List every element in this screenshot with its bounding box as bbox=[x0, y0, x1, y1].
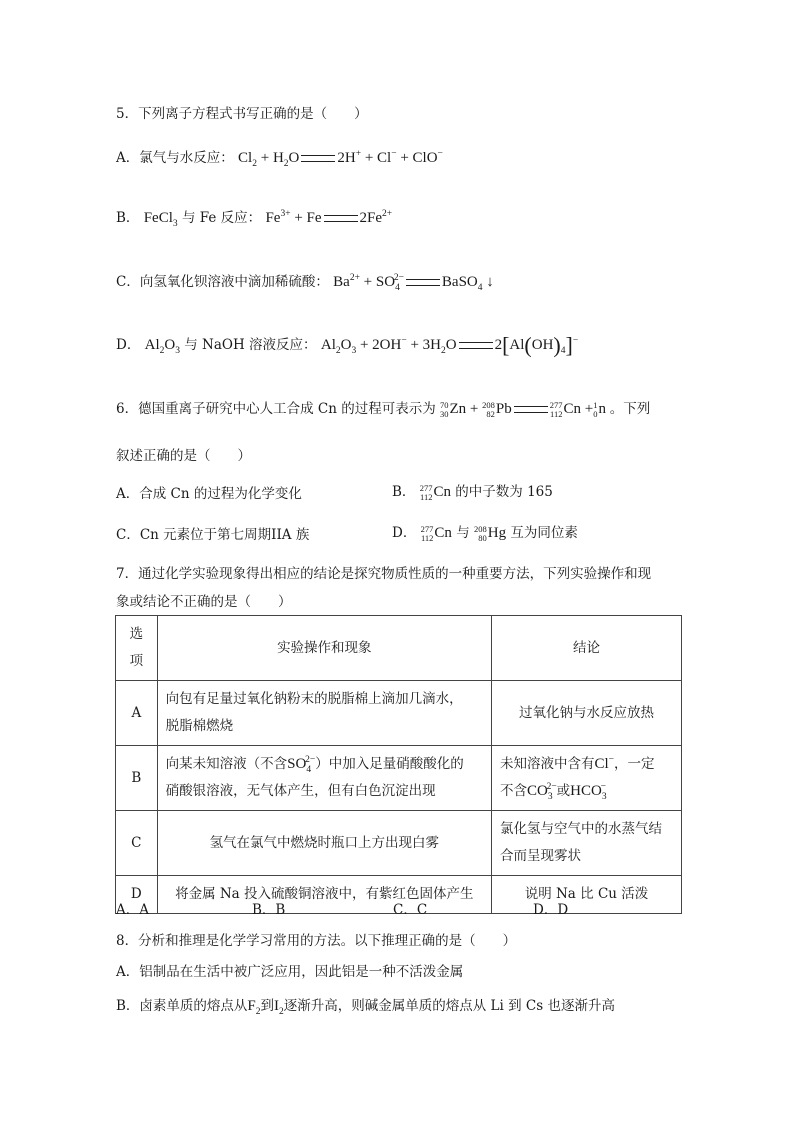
q5-b-text: 与 Fe 反应： bbox=[181, 210, 262, 226]
q5-a-equation: $Cl_2 + H_2O$ 2H+ + Cl− + ClO− bbox=[238, 149, 443, 169]
q6-option-a: A．合成 Cn 的过程为化学变化 bbox=[116, 486, 302, 502]
q8-option-b: B．卤素单质的熔点从$F_2$到$I_2$逐渐升高，则碱金属单质的熔点从 Li 到 Cs 也逐渐升高 bbox=[116, 998, 615, 1017]
q7-choice-c: C．C bbox=[393, 902, 428, 918]
q7-stem-line2: 象或结论不正确的是（ ） bbox=[116, 594, 292, 610]
q5-c-equation: $Ba^{2+} + SO_4^{2-}$ BaSO$_4$ ↓ bbox=[333, 273, 494, 293]
q8-stem: 8．分析和推理是化学学习常用的方法。以下推理正确的是（ ） bbox=[116, 933, 517, 949]
q5-a-label: A．氯气与水反应： bbox=[116, 150, 234, 166]
q6-option-d: D． 277 112 Cn 与 208 80 Hg 互为同位素 bbox=[392, 523, 578, 543]
q5-stem: 5．下列离子方程式书写正确的是（ ） bbox=[116, 106, 368, 122]
q5-b-label: B． bbox=[116, 210, 140, 226]
table-row: B 向某未知溶液（不含$SO_4^{2-}$）中加入足量硝酸酸化的 硝酸银溶液，无气体产生，但有白色沉淀出现 未知溶液中含有Cl−，一定 不含$CO_3^{2-}$或$HCO_3^-$ bbox=[116, 746, 682, 811]
experiment-table bbox=[115, 615, 682, 914]
q5-d-label: D． bbox=[116, 337, 141, 353]
q6-option-c: C．Cn 元素位于第七周期IIA 族 bbox=[116, 527, 310, 543]
table-header-row bbox=[116, 616, 682, 681]
q7-choice-a: A．A bbox=[116, 902, 149, 918]
q5-b-formula: FeCl$_3$ bbox=[143, 210, 178, 229]
q7-choice-d: D．D bbox=[533, 902, 569, 918]
q6-nuclear-equation: 70 30 Zn + 208 82 Pb 277 112 Cn + 1 0 n bbox=[440, 399, 606, 419]
q6-stem-line2: 叙述正确的是（ ） bbox=[116, 448, 251, 464]
q8-option-a: A．铝制品在生活中被广泛应用，因此铝是一种不活泼金属 bbox=[116, 964, 464, 980]
table-row: D 将金属 Na 投入硫酸铜溶液中，有紫红色固体产生 说明 Na 比 Cu 活泼 bbox=[116, 876, 682, 914]
q5-c-label: C．向氢氧化钡溶液中滴加稀硫酸： bbox=[116, 274, 329, 290]
q5-option-c bbox=[116, 270, 494, 291]
q5-b-equation: $Fe^{3+} + Fe$ $2Fe^{2+}$ bbox=[265, 209, 393, 226]
header-option: 选项 bbox=[116, 616, 158, 681]
table-row: C 氢气在氯气中燃烧时瓶口上方出现白雾 氯化氢与空气中的水蒸气结 合而呈现雾状 bbox=[116, 811, 682, 876]
header-experiment: 实验操作和现象 bbox=[157, 616, 491, 681]
q5-option-b bbox=[116, 206, 392, 227]
q7-choice-b: B．B bbox=[252, 902, 286, 918]
table-row: A 向包有足量过氧化钠粉末的脱脂棉上滴加几滴水， 脱脂棉燃烧 过氧化钠与水反应放热 bbox=[116, 681, 682, 746]
header-conclusion: 结论 bbox=[491, 616, 681, 681]
q7-stem: 7．通过化学实验现象得出相应的结论是探究物质性质的一种重要方法，下列实验操作和现 bbox=[116, 566, 652, 582]
q5-d-text: 与 NaOH 溶液反应： bbox=[184, 337, 317, 353]
q5-d-formula: $Al_2O_3$ bbox=[144, 337, 180, 356]
q5-option-d bbox=[116, 332, 579, 358]
q5-option-a bbox=[116, 146, 443, 167]
q6-option-b: B． 277 112 Cn 的中子数为 165 bbox=[392, 482, 553, 502]
q5-d-equation: $Al_2O_3 + 2OH^- + 3H_2O$ $2[Al(OH)_4]^-$ bbox=[320, 332, 579, 358]
q6-stem: 6．德国重离子研究中心人工合成 Cn 的过程可表示为 70 30 Zn + 208 82 Pb 277 112 Cn + 1 0 n 。下列 bbox=[116, 399, 651, 419]
